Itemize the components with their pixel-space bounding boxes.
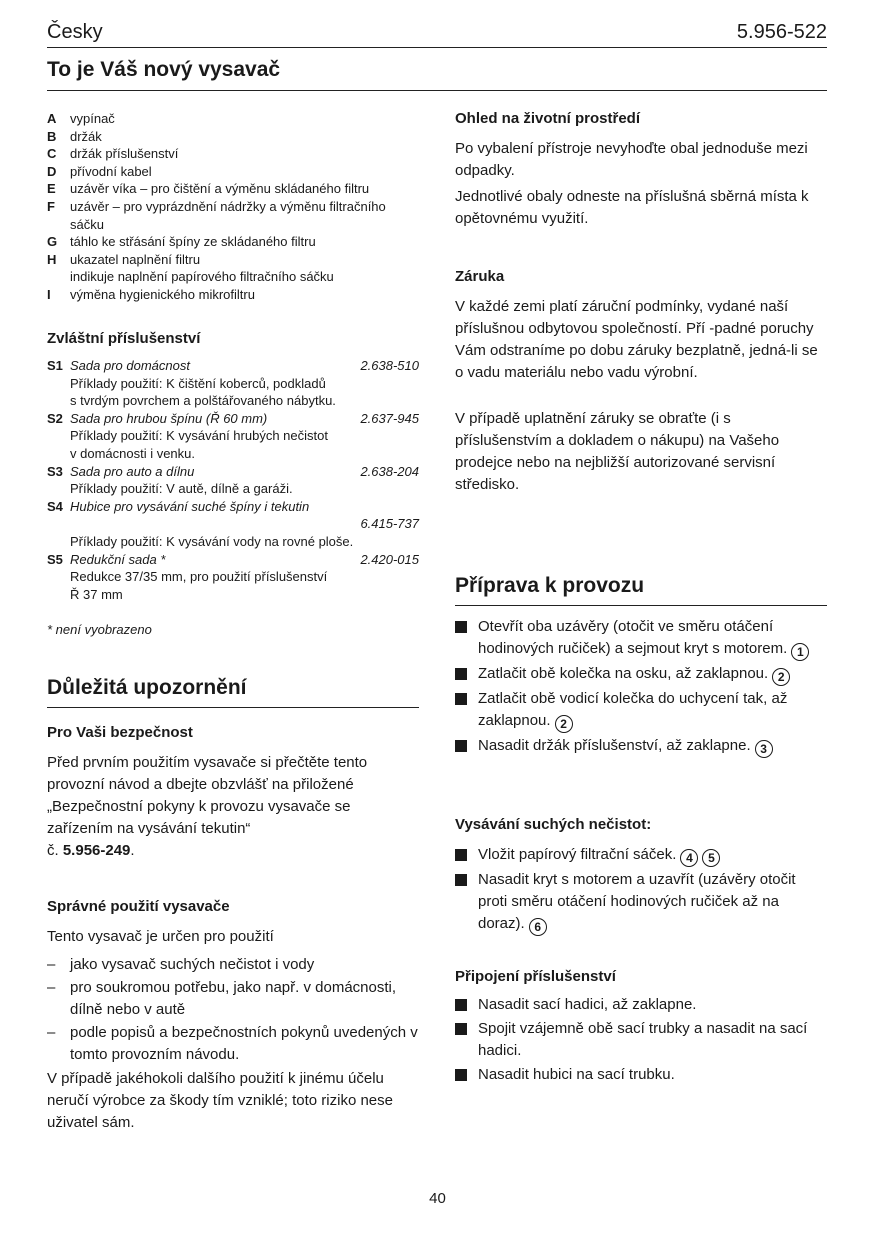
legend-item — [47, 233, 419, 251]
use-list-item — [47, 954, 419, 976]
accessory-description: v domácnosti i venku. — [70, 445, 196, 461]
dash-marker: – — [47, 956, 56, 973]
square-bullet-icon — [455, 1069, 467, 1081]
step-text — [478, 663, 790, 686]
accessory-item — [47, 551, 419, 569]
parts-legend — [47, 110, 419, 304]
legend-key: B — [47, 128, 57, 144]
accessories-list — [47, 357, 419, 603]
accessory-item — [47, 463, 419, 481]
use-list-text: jako vysavač suchých nečistot i vody — [70, 956, 315, 973]
accessory-code: 2.420-015 — [360, 551, 419, 567]
accessory-description: Příklady použití: V autě, dílně a garáži. — [70, 481, 293, 497]
step-item — [455, 994, 827, 1016]
accessory-description: Ř 37 mm — [70, 586, 123, 602]
accessory-name: Sada pro hrubou špínu (Ř 60 mm) — [70, 410, 268, 426]
step-label: Nasadit držák příslušenství, až zaklapne. — [478, 737, 751, 754]
legend-item — [47, 198, 419, 233]
legend-item — [47, 163, 419, 181]
square-bullet-icon — [455, 621, 467, 633]
accessory-key: S4 — [47, 498, 63, 514]
legend-text: vypínač — [70, 111, 115, 126]
legend-text: uzávěr víka – pro čištění a výměnu skládaného filtru — [70, 181, 370, 197]
square-bullet-icon — [455, 740, 467, 752]
legend-item — [47, 128, 419, 146]
legend-key: C — [47, 146, 57, 162]
step-item — [455, 1064, 827, 1086]
square-bullet-icon — [455, 668, 467, 680]
figure-ref-badge: 5 — [702, 849, 720, 867]
step-text — [478, 844, 720, 867]
legend-text: přívodní kabel — [70, 163, 152, 179]
step-item — [455, 869, 827, 936]
use-list-text: podle popisů a bezpečnostních pokynů uvedených v tomto provozním návodu. — [70, 1024, 418, 1063]
step-label: Zatlačit obě vodicí kolečka do uchycení tak, až zaklapnou. — [478, 690, 788, 729]
warnings-divider — [47, 707, 419, 708]
figure-ref-badge: 6 — [529, 918, 547, 936]
step-label: Vložit papírový filtrační sáček. — [478, 846, 677, 863]
step-item — [455, 1018, 827, 1062]
figure-ref-badge: 1 — [791, 643, 809, 661]
connect-accessories-steps — [455, 994, 827, 1088]
legend-text: uzávěr – pro vyprázdnění nádržky a výměnu filtračního sáčku — [70, 198, 386, 232]
accessory-code: 6.415-737 — [360, 516, 419, 532]
dash-marker: – — [47, 1024, 56, 1041]
accessory-key: S5 — [47, 551, 63, 567]
legend-item — [47, 251, 419, 269]
square-bullet-icon — [455, 693, 467, 705]
step-text — [478, 869, 827, 936]
preparation-divider — [455, 605, 827, 606]
page-number: 40 — [429, 1190, 446, 1207]
legend-item — [47, 286, 419, 304]
figure-ref-badge: 2 — [555, 715, 573, 733]
step-item — [455, 844, 827, 867]
warranty-text-2: V případě uplatnění záruky se obraťte (i s příslušenstvím a dokladem o nákupu) na Vašeho prodejce nebo na nejbližší autorizované servisní středisko. — [455, 410, 780, 493]
accessory-description: Redukce 37/35 mm, pro použití příslušenství — [70, 569, 328, 585]
accessory-item — [47, 498, 419, 516]
connect-accessories-heading: Připojení příslušenství — [455, 968, 616, 985]
legend-text: ukazatel naplnění filtru — [70, 251, 201, 267]
square-bullet-icon — [455, 849, 467, 861]
dash-marker: – — [47, 979, 56, 996]
accessory-item — [47, 357, 419, 375]
accessories-heading: Zvláštní příslušenství — [47, 330, 201, 347]
accessory-name: Sada pro auto a dílnu — [70, 463, 195, 479]
legend-text: výměna hygienického mikrofiltru — [70, 286, 255, 302]
accessory-name: Redukční sada * — [70, 551, 166, 567]
step-label: Otevřít oba uzávěry (otočit ve směru otáčení hodinových ručiček) a sejmout kryt s motorem. — [478, 618, 788, 657]
safety-body: Před prvním použitím vysavače si přečtěte tento provozní návod a dbejte obzvlášť na přiložené „Bezpečnostní pokyny k provozu vysavače se zařízením na vysávání tekutin“ — [47, 754, 368, 837]
accessory-code: 2.638-204 — [360, 463, 419, 479]
legend-key: A — [47, 111, 57, 126]
use-end-text: V případě jakéhokoli dalšího použití k jinému účelu neručí výrobce za škody tím vzniklé; toto riziko nese uživatel sám. — [47, 1070, 393, 1131]
figure-ref-badge: 2 — [772, 668, 790, 686]
figure-ref-badge: 4 — [680, 849, 698, 867]
legend-key: D — [47, 163, 57, 179]
accessory-code: 2.638-510 — [360, 358, 419, 373]
step-label: Nasadit hubici na sací trubku. — [478, 1066, 675, 1083]
step-label: Nasadit sací hadici, až zaklapne. — [478, 996, 697, 1013]
accessory-description: Příklady použití: K čištění koberců, podkladů — [70, 375, 326, 391]
warranty-heading: Záruka — [455, 268, 505, 285]
step-text — [478, 688, 827, 733]
step-label: Spojit vzájemně obě sací trubky a nasadit na sací hadici. — [478, 1020, 808, 1059]
environment-heading: Ohled na životní prostředí — [455, 110, 641, 127]
step-item — [455, 616, 827, 661]
step-label: Nasadit kryt s motorem a uzavřít (uzávěry otočit proti směru otáčení hodinových ručiček až na doraz). — [478, 871, 796, 932]
header-language: Česky — [47, 21, 103, 43]
step-item — [455, 735, 827, 758]
environment-text-2: Jednotlivé obaly odneste na příslušná sběrná místa k opětovnému využití. — [455, 188, 809, 227]
title-divider — [47, 90, 827, 91]
accessory-description: s tvrdým povrchem a polštářovaného nábytku. — [70, 393, 336, 409]
use-list-item — [47, 977, 419, 1021]
safety-text: Před prvním použitím vysavače si přečtěte tento provozní návod a dbejte obzvlášť na přiložené „Bezpečnostní pokyny k provozu vysavače se zařízením na vysávání tekutin“ č. 5.956-249. — [47, 754, 368, 859]
preparation-title: Příprava k provozu — [455, 574, 645, 597]
use-list-text: pro soukromou potřebu, jako např. v domácnosti, dílně nebo v autě — [70, 979, 397, 1018]
accessory-item — [47, 410, 419, 428]
safety-heading: Pro Vaši bezpečnost — [47, 724, 193, 741]
legend-text: táhlo ke střásání špíny ze skládaného filtru — [70, 234, 316, 250]
use-list — [47, 954, 419, 1067]
legend-key: E — [47, 181, 56, 197]
accessory-key: S3 — [47, 463, 63, 479]
step-item — [455, 688, 827, 733]
step-text — [478, 1064, 675, 1086]
step-item — [455, 663, 827, 686]
accessory-name: Sada pro domácnost — [70, 358, 190, 373]
accessory-description: Příklady použití: K vysávání vody na rovné ploše. — [70, 533, 354, 549]
preparation-steps — [455, 616, 827, 760]
use-intro: Tento vysavač je určen pro použití — [47, 928, 274, 945]
accessories-note: * není vyobrazeno — [47, 622, 152, 637]
legend-item — [47, 145, 419, 163]
use-heading: Správné použití vysavače — [47, 898, 230, 915]
warranty-text-1: V každé zemi platí záruční podmínky, vydané naší příslušnou odbytovou společností. Pří -padné poruchy Vám odstraníme po dobu záruky bezplatně, jedná-li se o vadu materiálu nebo vadu výrobní. — [455, 298, 818, 381]
environment-text-1: Po vybalení přístroje nevyhoďte obal jednoduše mezi odpadky. — [455, 140, 808, 179]
page-title: To je Váš nový vysavač — [47, 58, 281, 81]
accessory-code: 2.637-945 — [360, 410, 419, 426]
step-text — [478, 1018, 827, 1062]
legend-item — [47, 180, 419, 198]
warnings-title: Důležitá upozornění — [47, 676, 247, 699]
square-bullet-icon — [455, 874, 467, 886]
legend-key: F — [47, 198, 55, 214]
legend-key: G — [47, 234, 58, 250]
dry-vacuum-heading: Vysávání suchých nečistot: — [455, 816, 652, 833]
legend-text: držák příslušenství — [70, 146, 179, 162]
accessory-name: Hubice pro vysávání suché špíny i tekutin — [70, 498, 310, 514]
use-list-item — [47, 1022, 419, 1066]
step-text — [478, 994, 696, 1016]
legend-key — [47, 268, 70, 286]
square-bullet-icon — [455, 1023, 467, 1035]
legend-text: indikuje naplnění papírového filtračního sáčku — [70, 269, 334, 285]
header-divider — [47, 47, 827, 48]
header-doc-number: 5.956-522 — [736, 21, 827, 43]
legend-item — [47, 268, 419, 286]
square-bullet-icon — [455, 999, 467, 1011]
step-text — [478, 616, 827, 661]
dry-vacuum-steps — [455, 844, 827, 938]
legend-text: držák — [70, 128, 102, 144]
legend-item — [47, 110, 419, 128]
safety-ref-prefix: č. — [47, 842, 59, 859]
safety-ref-number: 5.956-249 — [62, 842, 131, 859]
legend-key: H — [47, 251, 57, 267]
accessory-key: S1 — [47, 358, 63, 373]
step-label: Zatlačit obě kolečka na osku, až zaklapnou. — [478, 665, 769, 682]
accessory-key: S2 — [47, 410, 63, 426]
figure-ref-badge: 3 — [755, 740, 773, 758]
legend-key: I — [47, 286, 51, 302]
step-text — [478, 735, 773, 758]
accessory-description: Příklady použití: K vysávání hrubých nečistot — [70, 428, 328, 444]
